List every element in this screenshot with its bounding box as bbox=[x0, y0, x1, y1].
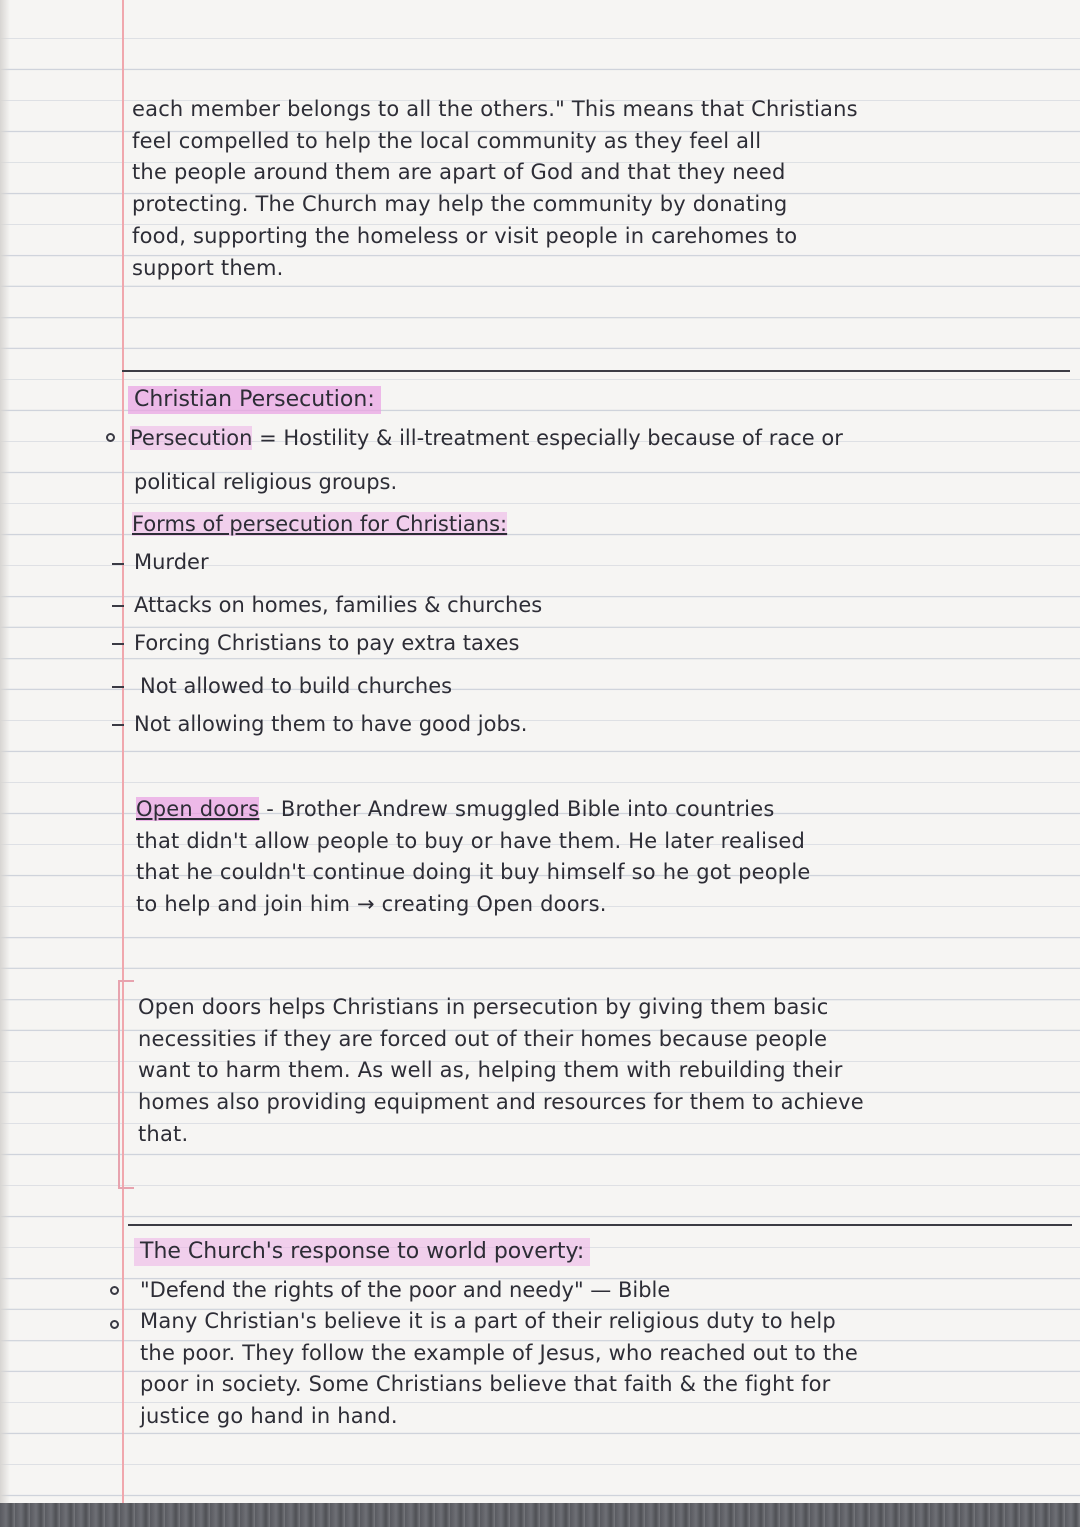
intro-paragraph bbox=[132, 94, 858, 284]
persecution-heading: Christian Persecution: bbox=[128, 386, 381, 414]
dash-icon bbox=[112, 643, 124, 645]
poverty-line: poor in society. Some Christians believe that faith & the fight for bbox=[140, 1372, 831, 1397]
dash-icon bbox=[112, 563, 124, 565]
help-line: necessities if they are forced out of their homes because people bbox=[138, 1026, 828, 1051]
dash-icon bbox=[112, 686, 124, 688]
definition-term: Persecution bbox=[130, 426, 253, 450]
surface-edge bbox=[0, 1503, 1080, 1527]
intro-line: food, supporting the homeless or visit people in carehomes to bbox=[132, 223, 798, 248]
forms-heading-text: Forms of persecution for Christians: bbox=[132, 512, 508, 536]
margin-line bbox=[122, 0, 124, 1527]
help-line: want to harm them. As well as, helping them with rebuilding their bbox=[138, 1058, 843, 1083]
bible-quote: "Defend the rights of the poor and needy" — Bible bbox=[140, 1278, 671, 1302]
bullet-icon bbox=[106, 433, 115, 442]
intro-line: each member belongs to all the others." This means that Christians bbox=[132, 97, 858, 121]
intro-line: the people around them are apart of God and that they need bbox=[132, 160, 786, 185]
help-line: that. bbox=[138, 1121, 189, 1146]
open-doors-line: that didn't allow people to buy or have them. He later realised bbox=[136, 828, 806, 853]
open-doors-first-line bbox=[136, 794, 811, 826]
poverty-line: Many Christian's believe it is a part of their religious duty to help bbox=[140, 1309, 836, 1333]
list-item: Not allowing them to have good jobs. bbox=[134, 712, 528, 736]
dash-icon bbox=[112, 605, 124, 607]
list-item: Murder bbox=[134, 550, 209, 574]
forms-heading bbox=[132, 510, 507, 538]
open-doors-line: to help and join him → creating Open doors. bbox=[136, 892, 607, 917]
open-doors-line: that he couldn't continue doing it buy himself so he got people bbox=[136, 860, 811, 885]
bullet-icon bbox=[110, 1286, 119, 1295]
definition-continued: political religious groups. bbox=[134, 470, 398, 494]
open-doors-help-paragraph bbox=[138, 992, 864, 1151]
section-divider bbox=[128, 1224, 1072, 1226]
dash-icon bbox=[112, 724, 124, 726]
bullet-icon bbox=[110, 1320, 119, 1329]
help-line: homes also providing equipment and resources for them to achieve bbox=[138, 1090, 864, 1115]
section-divider bbox=[122, 370, 1070, 372]
definition-text: = Hostility & ill-treatment especially because of race or bbox=[252, 426, 843, 450]
intro-line: support them. bbox=[132, 255, 284, 280]
list-item: Attacks on homes, families & churches bbox=[134, 593, 543, 617]
page-edge-shadow bbox=[0, 0, 10, 1527]
list-item: Not allowed to build churches bbox=[140, 674, 453, 698]
open-doors-term: Open doors bbox=[136, 797, 260, 821]
poverty-line: the poor. They follow the example of Jesus, who reached out to the bbox=[140, 1340, 859, 1365]
list-item: Forcing Christians to pay extra taxes bbox=[134, 631, 520, 655]
poverty-paragraph bbox=[140, 1306, 858, 1433]
intro-line: protecting. The Church may help the community by donating bbox=[132, 192, 788, 217]
open-doors-paragraph bbox=[136, 794, 811, 921]
poverty-heading: The Church's response to world poverty: bbox=[134, 1238, 590, 1266]
intro-line: feel compelled to help the local community as they feel all bbox=[132, 128, 762, 153]
help-line: Open doors helps Christians in persecution by giving them basic bbox=[138, 995, 829, 1019]
persecution-definition bbox=[130, 424, 843, 452]
poverty-line: justice go hand in hand. bbox=[140, 1404, 398, 1429]
margin-bracket bbox=[118, 980, 134, 1189]
open-doors-first-text: - Brother Andrew smuggled Bible into countries bbox=[259, 797, 775, 821]
